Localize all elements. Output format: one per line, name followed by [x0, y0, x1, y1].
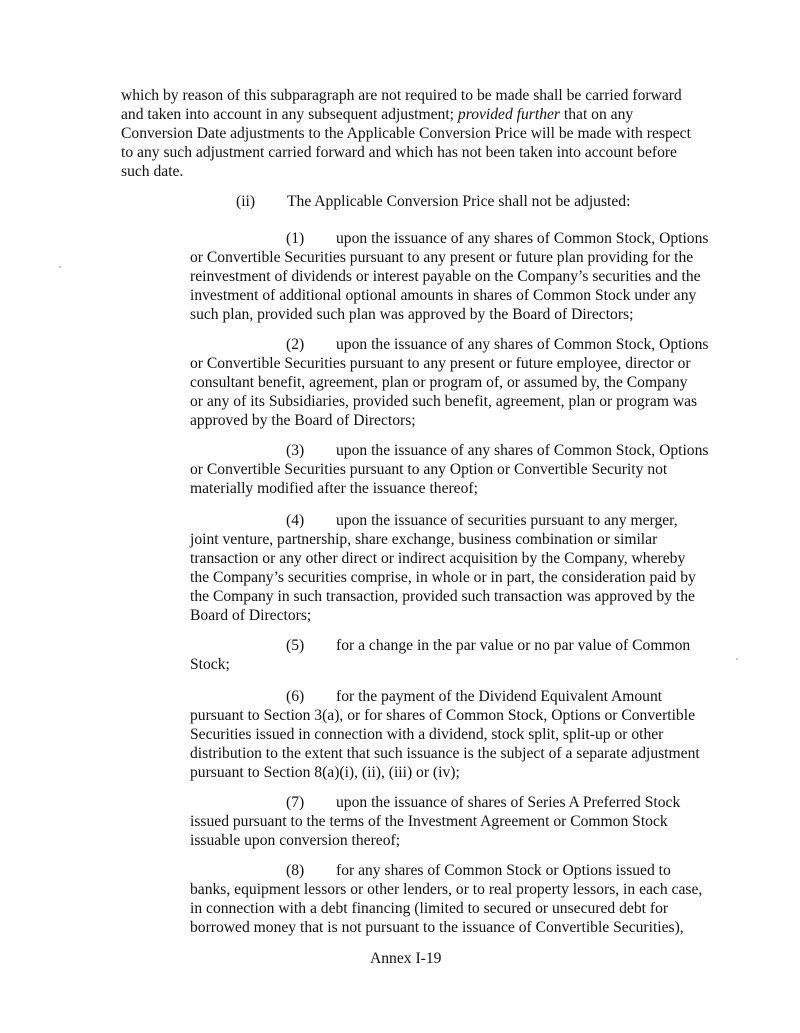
text-line — [190, 862, 702, 881]
text-line: issued pursuant to the terms of the Investment Agreement or Common Stock — [190, 812, 668, 830]
text-fragment: that on any — [560, 105, 634, 123]
clause-first-line: upon the issuance of securities pursuant to any merger, — [336, 512, 678, 529]
clause-first-line: upon the issuance of any shares of Common Stock, Options — [336, 230, 709, 247]
scan-speck — [736, 658, 738, 660]
text-line — [121, 106, 691, 125]
text-line: transaction or any other direct or indirect acquisition by the Company, whereby — [190, 549, 686, 567]
scan-speck — [59, 266, 61, 268]
text-line: consultant benefit, agreement, plan or program of, or assumed by, the Company — [190, 373, 688, 391]
subparagraph-text: The Applicable Conversion Price shall not be adjusted: — [287, 193, 631, 210]
text-line: the Company’s securities comprise, in whole or in part, the consideration paid by — [190, 568, 696, 586]
clause-1 — [190, 230, 708, 325]
clause-5 — [190, 637, 690, 675]
clause-number: (4) — [286, 512, 305, 529]
text-line: such date. — [121, 162, 184, 180]
text-line: which by reason of this subparagraph are not required to be made shall be carried forward — [121, 87, 682, 104]
clause-first-line: upon the issuance of shares of Series A Preferred Stock — [336, 794, 681, 811]
page-footer: Annex I-19 — [370, 950, 442, 967]
subparagraph-ii — [236, 193, 630, 212]
clause-6 — [190, 688, 700, 783]
clause-number: (2) — [286, 336, 305, 353]
clause-first-line: for the payment of the Dividend Equivalent Amount — [336, 688, 663, 705]
text-line: or Convertible Securities pursuant to any present or future plan providing for the — [190, 248, 694, 266]
text-line — [190, 442, 708, 461]
clause-8 — [190, 862, 702, 938]
text-line: approved by the Board of Directors; — [190, 411, 416, 429]
text-line — [190, 336, 708, 355]
lead-paragraph — [121, 87, 691, 182]
clause-number: (5) — [286, 637, 305, 654]
emphasis-provided-further: provided further — [457, 105, 560, 123]
text-fragment: and taken into account in any subsequent adjustment; — [121, 105, 458, 123]
text-line: joint venture, partnership, share exchange, business combination or similar — [190, 530, 658, 548]
text-line: in connection with a debt financing (limited to secured or unsecured debt for — [190, 899, 669, 917]
clause-first-line: upon the issuance of any shares of Common Stock, Options — [336, 442, 709, 459]
clause-number: (1) — [286, 230, 305, 247]
text-line: pursuant to Section 8(a)(i), (ii), (iii) or (iv); — [190, 763, 460, 781]
text-line: Securities issued in connection with a dividend, stock split, split-up or other — [190, 725, 664, 743]
text-line — [190, 688, 700, 707]
clause-first-line: upon the issuance of any shares of Common Stock, Options — [336, 336, 709, 353]
text-line — [236, 193, 630, 212]
clause-2 — [190, 336, 708, 431]
clause-number: (3) — [286, 442, 305, 459]
clause-first-line: for a change in the par value or no par value of Common — [336, 637, 691, 654]
clause-4 — [190, 512, 696, 625]
subparagraph-number: (ii) — [236, 193, 256, 210]
text-line: or Convertible Securities pursuant to any present or future employee, director or — [190, 354, 691, 372]
text-line: the Company in such transaction, provided such transaction was approved by the — [190, 587, 695, 605]
text-line: Stock; — [190, 655, 230, 673]
text-line: Conversion Date adjustments to the Applicable Conversion Price will be made with respect — [121, 124, 691, 142]
clause-number: (8) — [286, 862, 305, 879]
text-line: pursuant to Section 3(a), or for shares of Common Stock, Options or Convertible — [190, 706, 695, 724]
text-line: to any such adjustment carried forward and which has not been taken into account before — [121, 143, 677, 161]
text-line: materially modified after the issuance thereof; — [190, 479, 478, 497]
clause-7 — [190, 794, 680, 851]
clause-3 — [190, 442, 708, 499]
clause-first-line: for any shares of Common Stock or Options issued to — [336, 862, 671, 879]
text-line — [190, 794, 680, 813]
text-line: reinvestment of dividends or interest payable on the Company’s securities and the — [190, 267, 701, 285]
clause-number: (6) — [286, 688, 305, 705]
text-line — [190, 637, 690, 656]
text-line: borrowed money that is not pursuant to the issuance of Convertible Securities), — [190, 918, 684, 936]
text-line: investment of additional optional amounts in shares of Common Stock under any — [190, 286, 697, 304]
clause-number: (7) — [286, 794, 305, 811]
text-line: distribution to the extent that such issuance is the subject of a separate adjustment — [190, 744, 700, 762]
text-line — [190, 512, 696, 531]
text-line: such plan, provided such plan was approved by the Board of Directors; — [190, 305, 634, 323]
text-line — [190, 230, 708, 249]
text-line: issuable upon conversion thereof; — [190, 831, 401, 849]
text-line: or any of its Subsidiaries, provided such benefit, agreement, plan or program was — [190, 392, 698, 410]
text-line: banks, equipment lessors or other lenders, or to real property lessors, in each case, — [190, 880, 703, 898]
text-line: or Convertible Securities pursuant to any Option or Convertible Security not — [190, 460, 668, 478]
text-line: Board of Directors; — [190, 606, 312, 624]
